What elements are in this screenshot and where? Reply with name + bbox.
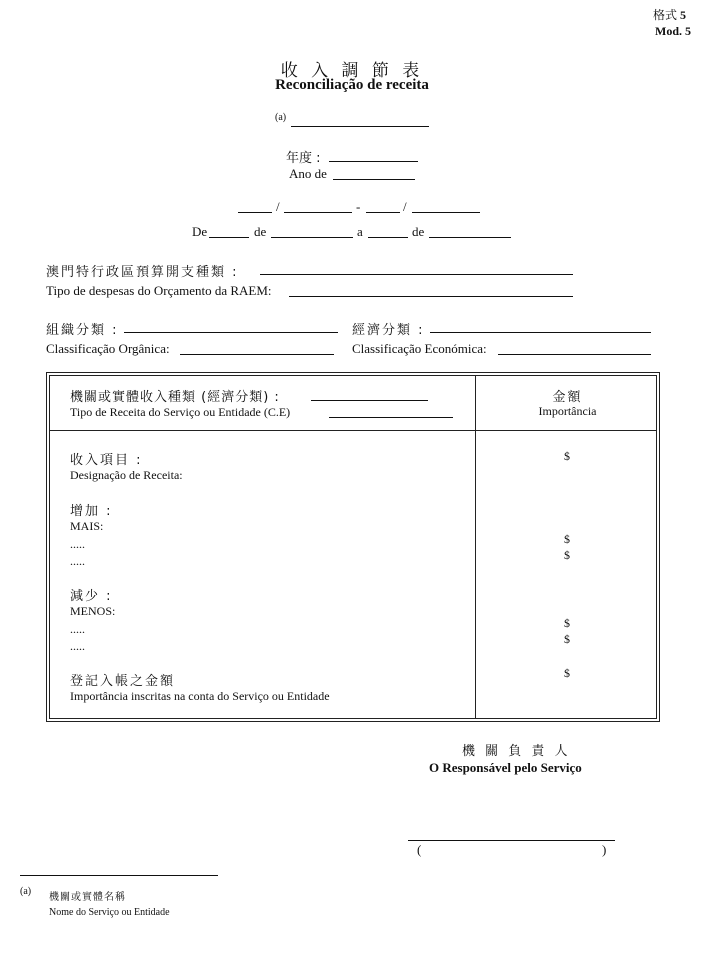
organic-line-zh[interactable]: [124, 332, 338, 333]
table-header-divider: [49, 430, 657, 431]
footnote-pt: Nome do Serviço ou Entidade: [49, 907, 170, 918]
form-code-pt: Mod. 5: [655, 24, 691, 38]
decrease-amount-2[interactable]: $: [564, 632, 570, 646]
increase-dots-1: .....: [70, 537, 85, 551]
economic-pt: Classificação Económica:: [352, 341, 487, 356]
decrease-pt: MENOS:: [70, 604, 116, 618]
date-slash-2: /: [403, 199, 407, 214]
entity-name-line[interactable]: [291, 126, 429, 127]
revenue-type-zh: 機關或實體收入種類 (經濟分類) :: [70, 390, 280, 405]
form-code-zh-label: 格式: [653, 8, 678, 22]
revenue-type-pt: Tipo de Receita do Serviço ou Entidade (C.E): [70, 405, 291, 419]
organic-zh: 組織分類 :: [46, 323, 119, 338]
economic-zh: 經濟分類 :: [352, 323, 425, 338]
responsible-zh: 機 關 負 責 人: [462, 744, 571, 759]
responsible-pt: O Responsável pelo Serviço: [429, 760, 582, 775]
date-de-2: de: [254, 224, 267, 239]
organic-pt: Classificação Orgânica:: [46, 341, 170, 356]
date-a: a: [357, 224, 363, 239]
signature-paren-close: ): [602, 842, 607, 857]
amount-header-zh: 金額: [552, 390, 583, 405]
amount-header-pt: Importância: [538, 404, 597, 418]
decrease-dots-2: .....: [70, 639, 85, 653]
year-line-2[interactable]: [333, 179, 415, 180]
increase-dots-2: .....: [70, 554, 85, 568]
date-to-day-line[interactable]: [366, 212, 400, 213]
form-code-zh: [653, 6, 686, 23]
footnote-marker: (a): [20, 886, 32, 897]
date-de-line-3[interactable]: [429, 237, 511, 238]
revenue-item-zh: 收入項目 :: [70, 453, 143, 468]
decrease-zh: 減少 :: [70, 589, 113, 604]
title-pt: Reconciliação de receita: [275, 77, 429, 93]
revenue-type-line-pt[interactable]: [329, 417, 453, 418]
title-zh: 收 入 調 節 表: [280, 61, 424, 81]
date-dash: -: [356, 199, 361, 214]
registered-pt: Importância inscritas na conta do Serviço ou Entidade: [70, 689, 330, 703]
date-slash-1: /: [276, 199, 280, 214]
budget-type-pt: Tipo de despesas do Orçamento da RAEM:: [46, 283, 272, 298]
revenue-item-pt: Designação de Receita:: [70, 468, 183, 482]
economic-line-pt[interactable]: [498, 354, 651, 355]
year-line-1[interactable]: [329, 161, 418, 162]
date-to-month-line[interactable]: [412, 212, 480, 213]
increase-amount-1[interactable]: $: [564, 532, 570, 546]
organic-line-pt[interactable]: [180, 354, 334, 355]
date-from-month-line[interactable]: [284, 212, 352, 213]
revenue-item-amount[interactable]: $: [564, 449, 570, 463]
footnote-separator: [20, 875, 218, 876]
budget-type-zh: 澳門特行政區預算開支種類 :: [46, 265, 239, 280]
signature-line[interactable]: [408, 840, 615, 841]
budget-type-line-pt[interactable]: [289, 296, 573, 297]
registered-amount[interactable]: $: [564, 666, 570, 680]
increase-pt: MAIS:: [70, 519, 104, 533]
economic-line-zh[interactable]: [430, 332, 651, 333]
decrease-dots-1: .....: [70, 622, 85, 636]
date-de-line-2[interactable]: [271, 237, 353, 238]
increase-zh: 增加 :: [70, 504, 113, 519]
date-de-3: de: [412, 224, 425, 239]
date-de-1: De: [192, 224, 208, 239]
signature-paren-open: (: [417, 842, 422, 857]
budget-type-line-zh[interactable]: [260, 274, 573, 275]
date-de-line-1[interactable]: [209, 237, 249, 238]
form-code-number: 5: [680, 8, 687, 22]
table-column-divider: [475, 375, 476, 719]
date-from-day-line[interactable]: [238, 212, 272, 213]
decrease-amount-1[interactable]: $: [564, 616, 570, 630]
revenue-type-line-zh[interactable]: [311, 400, 428, 401]
increase-amount-2[interactable]: $: [564, 548, 570, 562]
year-label-pt: Ano de: [289, 166, 327, 181]
year-label-zh: 年度 :: [286, 151, 321, 166]
date-a-line[interactable]: [368, 237, 408, 238]
registered-zh: 登記入帳之金額: [70, 674, 176, 689]
entity-marker: (a): [275, 112, 287, 123]
footnote-zh: 機關或實體名稱: [49, 892, 126, 903]
